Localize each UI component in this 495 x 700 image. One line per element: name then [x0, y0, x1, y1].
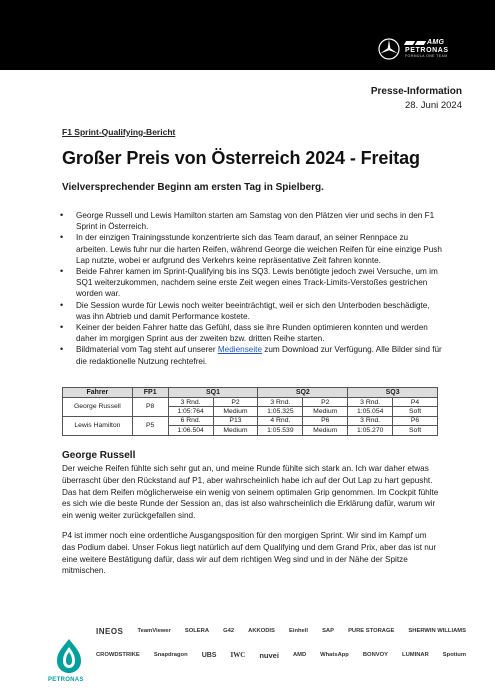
driver-cell: Lewis Hamilton	[63, 416, 133, 435]
quote-paragraph: P4 ist immer noch eine ordentliche Ausgangsposition für den morgigen Sprint. Wir sind im Kampf um das Podium dabei. Unser Fokus liegt natürlich auf dem Qualifying und dem Grand Prix, aber das ist nur eine weitere Bestätigung dafür, dass wir auf dem richtigen Weg sind und in der Nähe der Spitze mitmischen.	[62, 531, 437, 576]
bullet-item: • George Russell und Lewis Hamilton starten am Samstag von den Plätzen vier und sechs in den F1 Sprint in Österreich.	[62, 210, 442, 232]
laps-cell: 3 Rnd.	[258, 398, 303, 407]
partner-row-2	[96, 646, 466, 664]
results-table	[62, 387, 438, 436]
position-cell: P2	[303, 398, 348, 407]
logo-wordmark	[405, 39, 449, 59]
partner-logo: TeamViewer	[137, 628, 171, 634]
header-sq2: SQ2	[258, 388, 348, 398]
partner-logo: SAP	[322, 628, 334, 634]
fp1-cell: P8	[132, 398, 168, 417]
team-logo	[378, 38, 449, 60]
position-cell: P4	[393, 398, 438, 407]
position-cell: P13	[213, 416, 258, 425]
tyre-cell: Soft	[393, 426, 438, 435]
position-cell: P6	[393, 416, 438, 425]
tyre-cell: Soft	[393, 407, 438, 416]
partner-logo: CROWDSTRIKE	[96, 652, 140, 658]
partner-logo: AKKODIS	[248, 628, 275, 634]
partner-logo: BONVOY	[362, 652, 388, 658]
press-date: 28. Juni 2024	[404, 100, 462, 111]
media-page-link[interactable]: Medienseite	[217, 345, 262, 355]
tyre-cell: Medium	[303, 407, 348, 416]
petronas-logo-icon	[53, 637, 85, 675]
logo-amg-text: AMG	[427, 39, 445, 47]
table-row	[63, 398, 438, 407]
partner-logo: nuvei	[259, 650, 279, 660]
header-sq1: SQ1	[168, 388, 258, 398]
section-driver-heading: George Russell	[62, 450, 136, 461]
fp1-cell: P5	[132, 416, 168, 435]
media-text-before: Bildmaterial vom Tag steht auf unserer	[76, 345, 218, 355]
table-header-row	[63, 388, 438, 398]
table-row	[63, 416, 438, 425]
time-cell: 1:06.504	[168, 426, 213, 435]
tyre-cell: Medium	[213, 426, 258, 435]
press-info-label: Presse-Information	[370, 86, 462, 97]
partner-logo: IWC	[230, 651, 246, 659]
bullet-list	[62, 210, 442, 367]
partner-logo: Einhell	[288, 628, 308, 634]
partner-logo: PURE STORAGE	[348, 628, 395, 634]
partner-logo: AMD	[292, 652, 307, 658]
partner-logo: Spotium	[442, 652, 466, 658]
laps-cell: 3 Rnd.	[348, 416, 393, 425]
header-bar	[0, 0, 495, 70]
logo-petronas-text: PETRONAS	[405, 47, 449, 55]
partner-row-1	[96, 622, 466, 640]
bullet-item: • Beide Fahrer kamen im Sprint-Qualifying bis ins SQ3. Lewis benötigte jedoch zwei Versuche, um im SQ1 weiterzukommen, nachdem seine erste Zeit wegen eines Track-Limits-Verstoßes gestrichen worden war.	[62, 266, 442, 300]
header-fp1: FP1	[132, 388, 168, 398]
time-cell: 1:05:764	[168, 407, 213, 416]
laps-cell: 4 Rnd.	[258, 416, 303, 425]
bullet-item: • Keiner der beiden Fahrer hatte das Gefühl, dass sie ihre Runden optimieren konnten und werden daher im morgigen Sprint aus der zweiten bzw. dritten Reihe starten.	[62, 322, 442, 344]
partner-logo: SOLERA	[184, 628, 210, 634]
driver-cell: George Russell	[63, 398, 133, 417]
position-cell: P2	[213, 398, 258, 407]
header-sq3: SQ3	[348, 388, 438, 398]
laps-cell: 3 Rnd.	[348, 398, 393, 407]
laps-cell: 6 Rnd.	[168, 416, 213, 425]
partner-logo: G42	[223, 628, 235, 634]
logo-sub-text: FORMULA ONE TEAM	[405, 54, 448, 59]
partner-logo: Snapdragon	[153, 652, 188, 658]
partner-logo: SHERWIN WILLIAMS	[408, 628, 466, 634]
time-cell: 1:05.539	[258, 426, 303, 435]
report-type: F1 Sprint-Qualifying-Bericht	[62, 127, 176, 137]
quote-paragraph: Der weiche Reifen fühlte sich sehr gut an, und meine Runde fühlte sich stark an. Ich war daher etwas überrascht über den Rückstand auf P1, aber wahrscheinlich habe ich auf der Out Lap zu hart gepusht. Das hat dem Reifen möglicherweise ein wenig von seinem optimalen Grip genommen. Im Cockpit fühlte es sich wie die beste Runde der Session an, das ist also wahrscheinlich die Erklärung dafür, warum wir ein wenig weiter zurückgefallen sind.	[62, 464, 439, 521]
page-title: Großer Preis von Österreich 2024 - Freitag	[62, 148, 420, 168]
partner-logo: UBS	[201, 651, 217, 659]
bullet-item: • In der einzigen Trainingsstunde konzentrierte sich das Team darauf, an seiner Rennpace zu arbeiten. Lewis fuhr nur die harten Reifen, während George die weichen Reifen für eine einzige Push Lap nutzte, wobei er aufgrund des Verkehrs keine repräsentative Zeit fahren konnte.	[62, 232, 442, 266]
petronas-caption: PETRONAS	[48, 677, 84, 683]
tyre-cell: Medium	[213, 407, 258, 416]
header-driver: Fahrer	[63, 388, 133, 398]
subtitle: Vielversprechender Beginn am ersten Tag in Spielberg.	[62, 182, 324, 193]
time-cell: 1:05.270	[348, 426, 393, 435]
mercedes-star-icon	[378, 38, 400, 60]
partner-logo: WhatsApp	[320, 652, 349, 658]
time-cell: 1:05.325	[258, 407, 303, 416]
laps-cell: 3 Rnd.	[168, 398, 213, 407]
position-cell: P6	[303, 416, 348, 425]
media-text-after: zum Download zur Verfügung. Alle Bilder sind für die redaktionelle Nutzung rechtefrei.	[76, 345, 442, 366]
bullet-item-media	[62, 344, 442, 366]
partner-logo: LUMINAR	[402, 652, 429, 658]
partner-logos	[96, 622, 466, 670]
partner-logo: INEOS	[96, 626, 124, 636]
bullet-item: • Die Session wurde für Lewis noch weiter beeinträchtigt, weil er sich den Unterboden beschädigte, was ihn Abtrieb und damit Performance kostete.	[62, 300, 442, 322]
tyre-cell: Medium	[303, 426, 348, 435]
time-cell: 1:05.054	[348, 407, 393, 416]
